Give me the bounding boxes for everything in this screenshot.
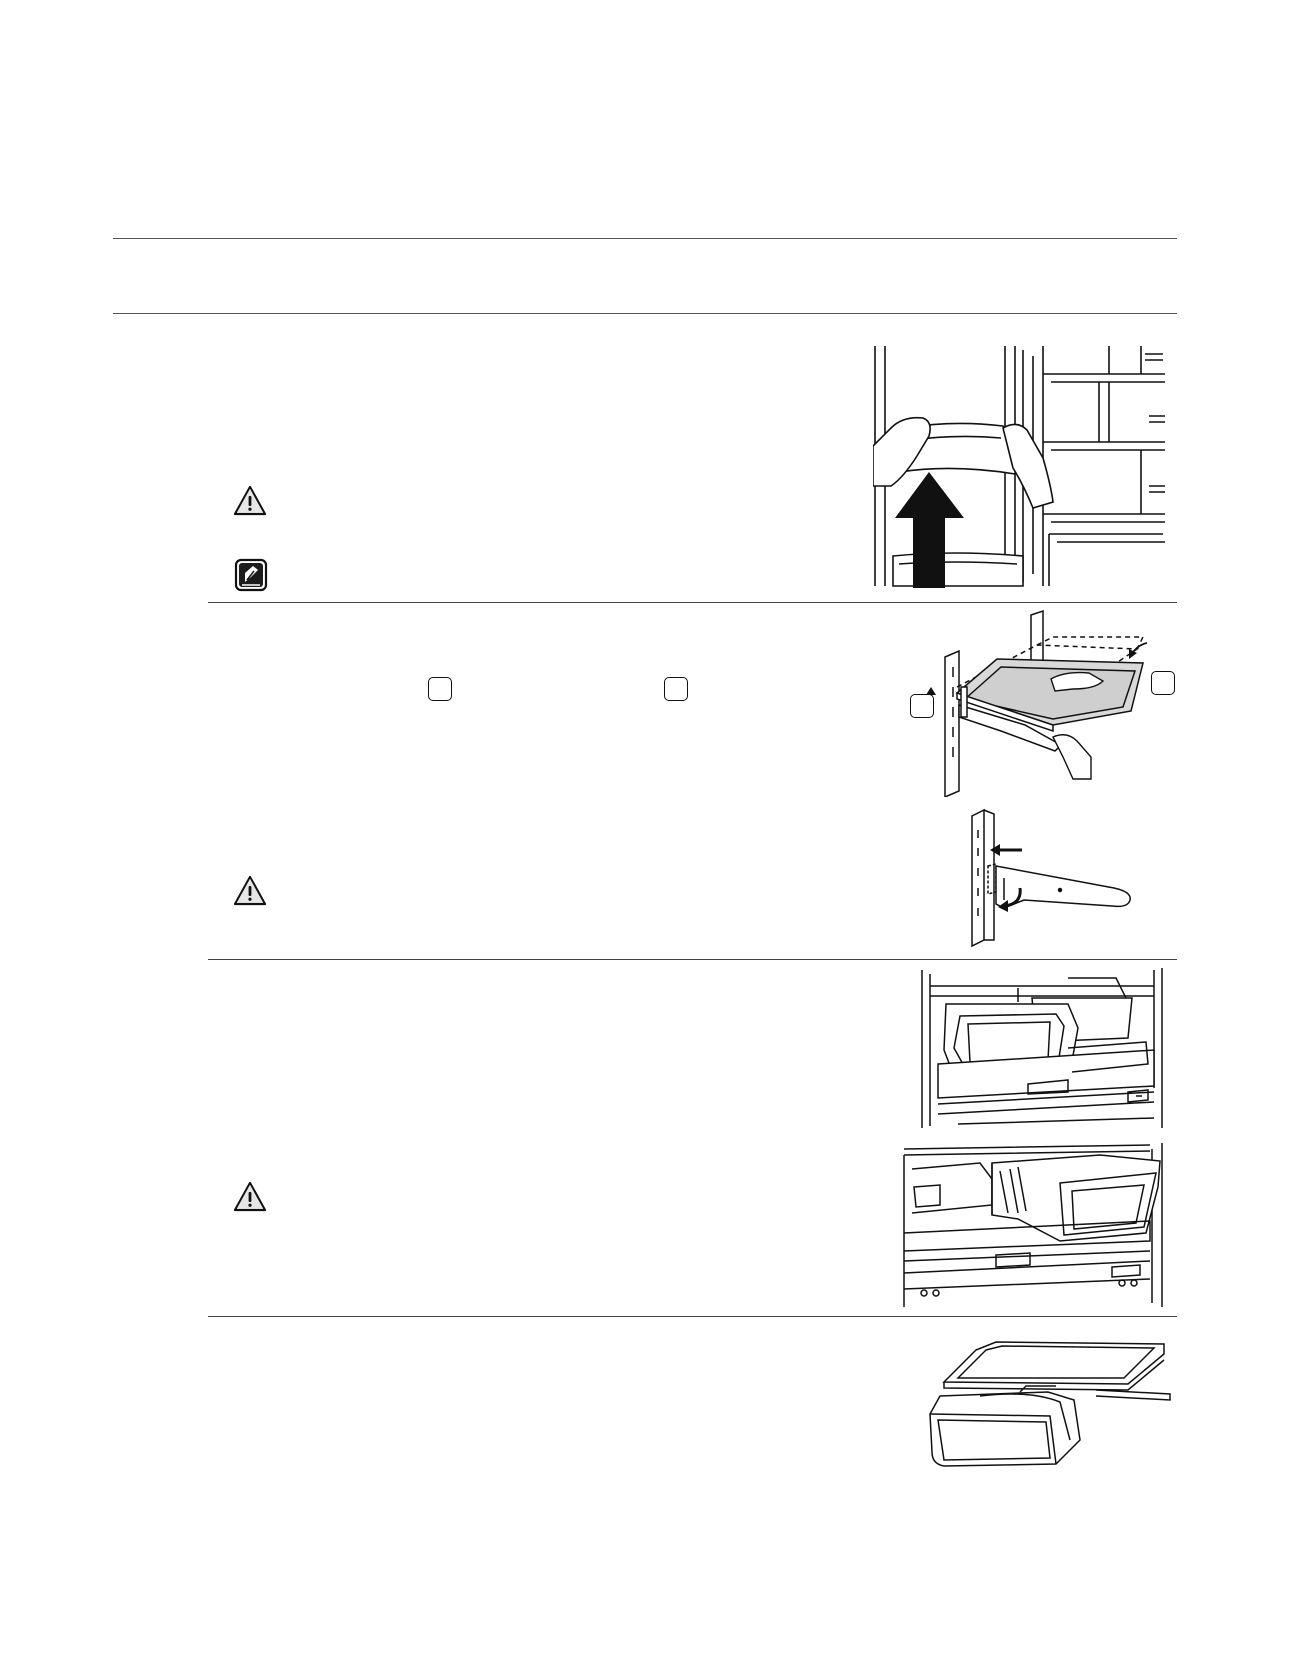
warning-triangle-icon bbox=[233, 484, 267, 518]
warning-triangle-icon bbox=[233, 874, 267, 908]
warning-triangle-icon bbox=[233, 1180, 267, 1214]
figure-marker-left bbox=[910, 694, 934, 718]
figure-marker-right bbox=[1151, 671, 1175, 695]
drawer-lift-out-illustration bbox=[900, 1143, 1172, 1307]
shelf-tilt-illustration bbox=[905, 607, 1175, 797]
section-divider-2 bbox=[208, 959, 1177, 960]
door-bin-lift-illustration bbox=[873, 346, 1167, 588]
crisper-cover-illustration bbox=[920, 1340, 1172, 1472]
drawer-pull-out-illustration bbox=[918, 968, 1170, 1130]
step-marker-2 bbox=[664, 677, 688, 701]
note-pencil-icon bbox=[234, 558, 268, 592]
section-divider-1 bbox=[208, 602, 1177, 603]
header-rule bbox=[113, 313, 1177, 314]
top-rule bbox=[113, 238, 1177, 239]
section-divider-3 bbox=[208, 1316, 1177, 1317]
shelf-bracket-illustration bbox=[964, 808, 1139, 948]
step-marker-1 bbox=[428, 677, 452, 701]
